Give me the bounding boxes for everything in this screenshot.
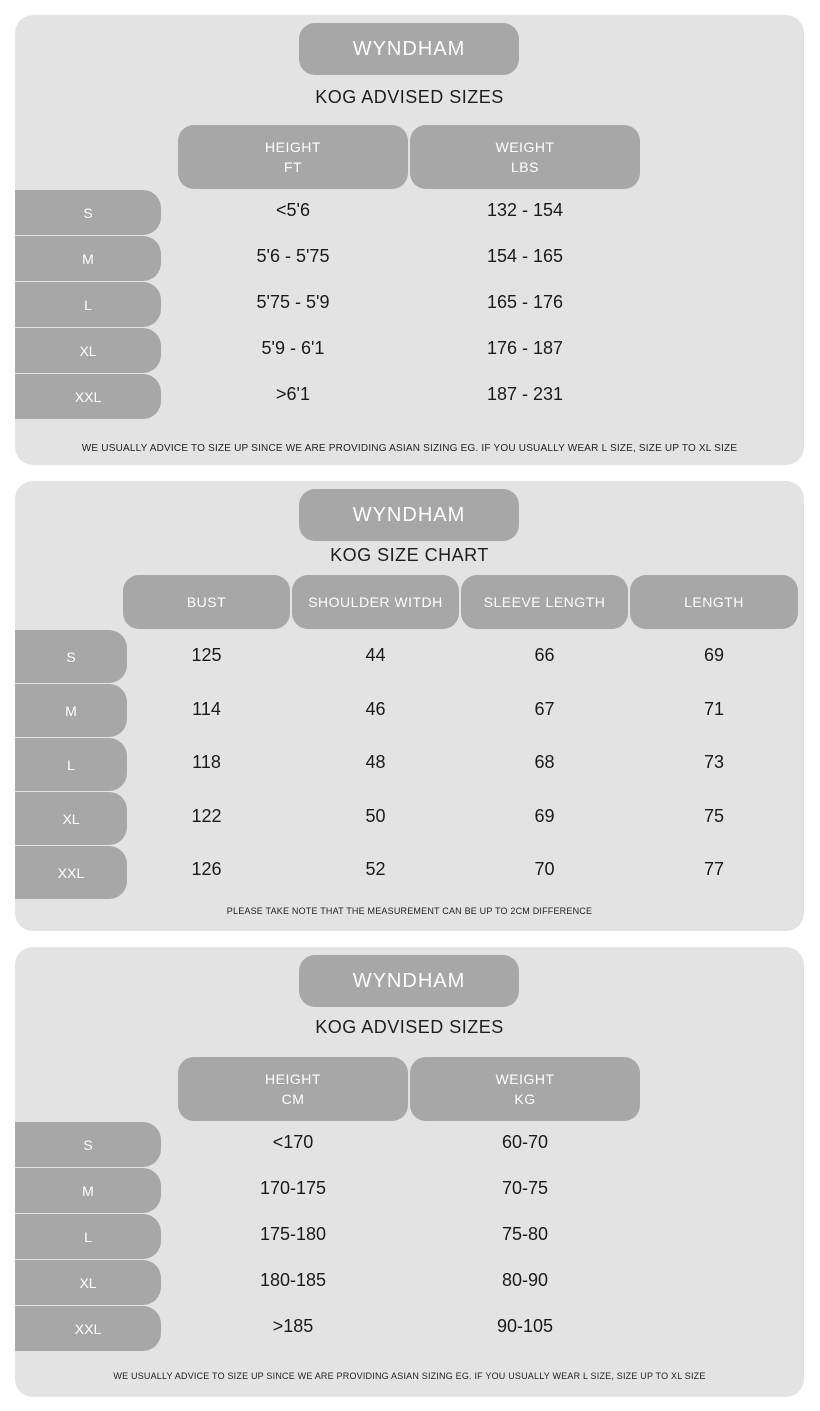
column-header-shoulder-width: SHOULDER WITDH — [292, 575, 459, 629]
weight-value: 154 - 165 — [486, 246, 564, 266]
shoulder-value: 48 — [365, 752, 386, 772]
height-value: 180-185 — [259, 1270, 327, 1290]
size-label: S — [15, 630, 127, 683]
weight-value: 80-90 — [501, 1270, 549, 1290]
size-label: XL — [15, 1260, 161, 1305]
brand-badge: WYNDHAM — [299, 489, 519, 541]
column-header-height — [178, 125, 408, 189]
size-chart-card — [15, 481, 804, 931]
size-label: XL — [15, 792, 127, 845]
weight-value: 176 - 187 — [486, 338, 564, 358]
weight-value: 165 - 176 — [486, 292, 564, 312]
height-value: >6'1 — [276, 384, 310, 404]
size-label: L — [15, 1214, 161, 1259]
height-value: >185 — [272, 1316, 314, 1336]
size-label: S — [15, 190, 161, 235]
table-title: KOG ADVISED SIZES — [315, 87, 504, 107]
length-value: 77 — [703, 859, 725, 879]
size-label: XXL — [15, 374, 161, 419]
height-value: 175-180 — [259, 1224, 327, 1244]
header-line: WEIGHT — [495, 139, 555, 155]
header-unit: CM — [281, 1091, 305, 1107]
height-value: <170 — [272, 1132, 314, 1152]
brand-badge: WYNDHAM — [299, 23, 519, 75]
shoulder-value: 50 — [365, 806, 386, 826]
length-value: 69 — [703, 645, 725, 665]
size-label: XXL — [15, 846, 127, 899]
table-title: KOG ADVISED SIZES — [315, 1017, 504, 1037]
bust-value: 126 — [191, 859, 222, 879]
size-label: L — [15, 738, 127, 791]
length-value: 75 — [703, 806, 725, 826]
shoulder-value: 44 — [365, 645, 386, 665]
size-label: M — [15, 684, 127, 737]
advised-sizes-metric-card — [15, 947, 804, 1397]
height-value: 170-175 — [259, 1178, 327, 1198]
header-line: WEIGHT — [495, 1071, 555, 1087]
weight-value: 70-75 — [501, 1178, 549, 1198]
bust-value: 114 — [192, 699, 221, 719]
shoulder-value: 46 — [365, 699, 386, 719]
sleeve-value: 66 — [534, 645, 555, 665]
bust-value: 118 — [192, 752, 221, 772]
column-header-weight — [410, 1057, 640, 1121]
header-unit: FT — [283, 159, 303, 175]
size-label: S — [15, 1122, 161, 1167]
bust-value: 122 — [191, 806, 222, 826]
header-unit: LBS — [511, 159, 539, 175]
size-label: M — [15, 1168, 161, 1213]
sleeve-value: 68 — [534, 752, 555, 772]
sizing-note: WE USUALLY ADVICE TO SIZE UP SINCE WE ARE PROVIDING ASIAN SIZING EG. IF YOU USUALLY WEAR L SIZE, SIZE UP TO XL SIZE — [81, 443, 738, 454]
height-value: 5'6 - 5'75 — [256, 246, 330, 266]
advised-sizes-imperial-card — [15, 15, 804, 465]
bust-value: 125 — [191, 645, 222, 665]
column-header-length: LENGTH — [630, 575, 798, 629]
sizing-note: WE USUALLY ADVICE TO SIZE UP SINCE WE ARE PROVIDING ASIAN SIZING EG. IF YOU USUALLY WEAR L SIZE, SIZE UP TO XL SIZE — [113, 1371, 706, 1381]
size-label: XXL — [15, 1306, 161, 1351]
height-value: 5'9 - 6'1 — [261, 338, 325, 358]
sleeve-value: 69 — [534, 806, 555, 826]
column-header-weight — [410, 125, 640, 189]
sleeve-value: 67 — [534, 699, 555, 719]
height-value: <5'6 — [276, 200, 310, 220]
weight-value: 187 - 231 — [486, 384, 564, 404]
sleeve-value: 70 — [534, 859, 555, 879]
length-value: 71 — [703, 699, 725, 719]
weight-value: 60-70 — [501, 1132, 549, 1152]
measurement-note: PLEASE TAKE NOTE THAT THE MEASUREMENT CAN BE UP TO 2CM DIFFERENCE — [226, 906, 593, 916]
header-line: HEIGHT — [265, 1071, 321, 1087]
height-value: 5'75 - 5'9 — [256, 292, 330, 312]
shoulder-value: 52 — [365, 859, 386, 879]
header-unit: KG — [514, 1091, 536, 1107]
size-label: M — [15, 236, 161, 281]
size-label: L — [15, 282, 161, 327]
size-label: XL — [15, 328, 161, 373]
length-value: 73 — [703, 752, 725, 772]
weight-value: 90-105 — [496, 1316, 554, 1336]
column-header-height — [178, 1057, 408, 1121]
column-header-sleeve-length: SLEEVE LENGTH — [461, 575, 628, 629]
weight-value: 75-80 — [501, 1224, 549, 1244]
brand-badge: WYNDHAM — [299, 955, 519, 1007]
table-title: KOG SIZE CHART — [330, 545, 489, 565]
weight-value: 132 - 154 — [486, 200, 564, 220]
column-header-bust: BUST — [123, 575, 290, 629]
header-line: HEIGHT — [265, 139, 321, 155]
